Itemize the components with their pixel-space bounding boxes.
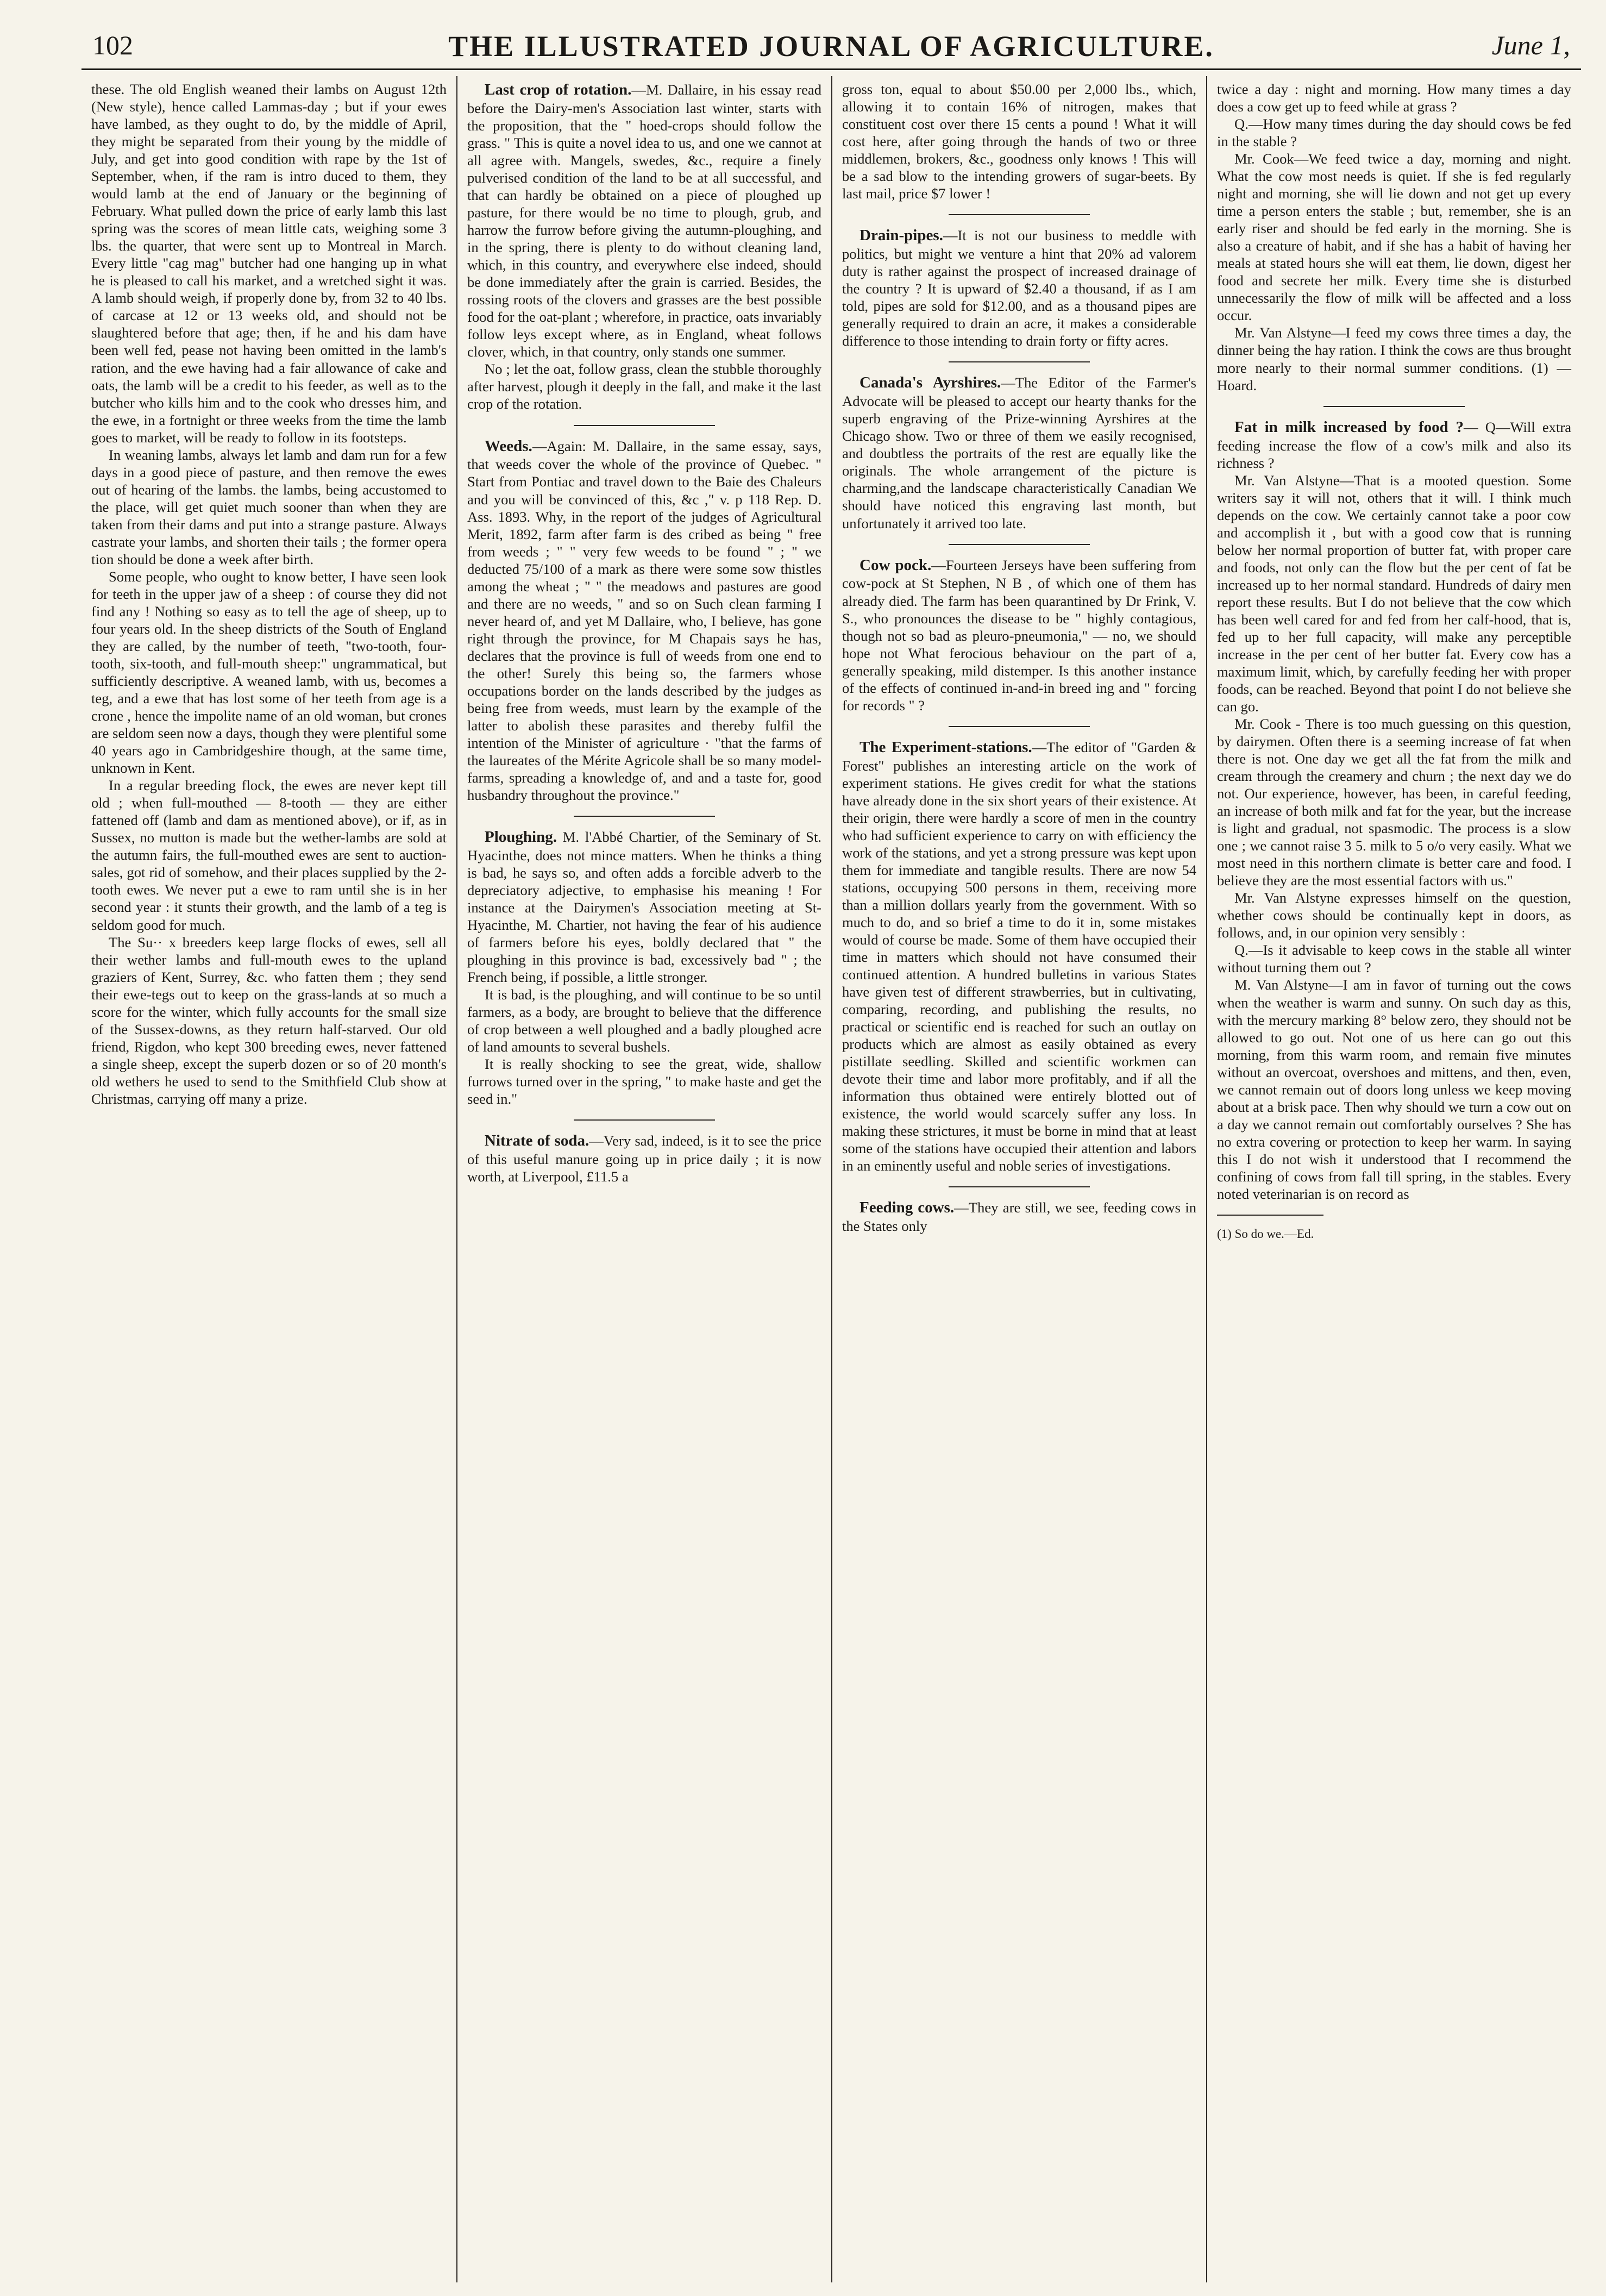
heading-ayrshires: Canada's Ayrshires. [860,374,1001,392]
paragraph: In a regular breeding flock, the ewes are never kept till old ; when full-mouthed — 8-tooth — they are either fattened off (lamb and dam as mentioned above), or if, as in Sussex, no mutton is made but the wether-lambs are sold at the autumn fairs, the full-mouthed ewes are sent to auction-sales, got rid of somehow, and their places supplied by the 2-tooth ewes. We never put a ewe to ram until she is in her second year : it stunts their growth, and the lamb of a teg is seldom good for much. [91,777,447,933]
paragraph: M. Van Alstyne—I am in favor of turning out the cows when the weather is warm and sunny. On such day as this, with the mercury marking 8° below zero, they should not be allowed to go out. Not one of us here can go out this morning, from this warm room, and remain five minutes without an overcoat, overshoes and mittens, and then, even, we cannot remain out of doors long unless we keep moving about at a brisk pace. Then why should we turn a cow out on a day we cannot remain out comfortably ourselves ? She has no extra covering or protection to keep her warm. In saying this I do not wish it understood that I recommend the confining of cows from fall till spring, in the stables. Every noted veterinarian is on record as [1217,977,1571,1202]
paragraph: M. l'Abbé Chartier, of the Seminary of St. Hyacinthe, does not mince matters. When he thinks a thing is bad, he says so, and often adds a forcible adverb to the depreciatory adjective, to emphasise his meaning ! For instance at the Dairymen's Association meeting at St-Hyacinthe, M. Chartier, not having the fear of his audience of farmers before his eyes, boldly declared that " the ploughing in this province is bad, excessively bad " ; the French being, if possible, a little stronger. [467,829,821,986]
paragraph: gross ton, equal to about $50.00 per 2,000 lbs., which, allowing it to contain 16% of nitrogen, makes that constituent cost over there 15 cents a pound ! What it will cost here, after going through the hands of two or three middlemen, brokers, &c., goodness only knows ! This will be a sad blow to the intending growers of sugar-beets. By last mail, price $7 lower ! [842,81,1196,202]
paragraph: Mr. Cook—We feed twice a day, morning and night. What the cow most needs is quiet. If she is fed regularly night and morning, she will lie down and not get up every time a person enters the stable ; but, remember, she is an early riser and should be fed early in the morning. She is also a creature of habit, and if she has a habit of having her meals at stated hours she will eat them, lie down, digest her food and secrete her milk. Every time she is disturbed unnecessarily the flow of milk will be affected and a loss occur. [1217,151,1571,324]
page-number: 102 [92,30,133,60]
paragraph: —M. Dallaire, in his essay read before the Dairy-men's Association last winter, starts with the proposition, that the " hoed-crops should follow the grass. " This is quite a novel idea to us, and one we cannot at all agree with. Mangels, swedes, &c., require a finely pulverised condition of the land to be at all successful, and that can hardly be obtained on a piece of ploughed up pasture, for there would be no time to plough, grub, and harrow the furrow before giving the autumn-ploughing, and in the spring, there is plenty to do without cleaning land, which, in this country, and everywhere else indeed, should be done immediately after the grain is carried. Besides, the rossing roots of the clovers and grasses are the best possible food for the oat-plant ; wherefore, in practice, oats invariably follow leys except where, as in England, wheat follows clover, which, in that country, only stands one summer. [467,82,822,360]
heading-cow-pock: Cow pock. [860,556,932,574]
paragraph: Q.—How many times during the day should cows be fed in the stable ? [1217,116,1571,150]
paragraph: twice a day : night and morning. How many times a day does a cow get up to feed while at grass ? [1217,81,1571,115]
heading-weeds: Weeds. [485,437,532,455]
column-2 [456,76,831,2282]
issue-date: June 1, [1491,30,1570,60]
paragraph: It is really shocking to see the great, wide, shallow furrows turned over in the spring, " to make haste and get the seed in." [467,1056,821,1108]
paragraph: Mr. Cook - There is too much guessing on this question, by dairymen. Often there is a seeming increase of fat when there is not. One day we get all the fat from the milk and cream through the creamery and churn ; the next day we do not. Our experience, however, has been, in careful feeding, an increase of both milk and fat for the year, but the increase is light and gradual, not spasmodic. The process is a slow one ; we cannot raise 3 5. milk to 5 o/o very easily. What we most need in this northern climate is better care and food. I believe they are the most essential factors with us." [1217,716,1571,889]
paragraph: these. The old English weaned their lambs on August 12th (New style), hence called Lammas-day ; but if your ewes have lambed, as they ought to do, by the middle of April, they might be separated from their young by the middle of July, and get into good condition with rape by the 1st of September, when, if the ram is intro duced to them, they would lamb at the end of January or the beginning of February. What pulled down the price of early lamb this last spring was the scores of mean little cats, weighing some 3 lbs. the quarter, that were sent up to Montreal in March. Every little "cag mag" butcher had one hanging up in what he is pleased to call his market, and a wretched sight it was. A lamb should weigh, if properly done by, from 32 to 40 lbs. of carcase at 12 or 13 weeks old, and should not be slaughtered before that age; then, if he and his dam have been well fed, pease not having been omitted in the lamb's ration, and the ewe having had a fair allowance of cake and oats, the lamb will be a credit to his feeder, as well as to the butcher who kills him and to the cook who dresses him, and the ewe, in a fortnight or three weeks from the time the lamb goes to market, will be ready to follow in its footsteps. [91,81,447,446]
article-experiment-stations [842,738,1196,1175]
paragraph: Some people, who ought to know better, I have seen look for teeth in the upper jaw of a sheep : of course they did not find any ! Nothing so easy as to tell the age of sheep, up to four years old. In the sheep districts of the South of England they are called, by the number of teeth, "two-tooth, four-tooth, six-tooth, and full-mouth sheep:" ungrammatical, but sufficiently descriptive. A weaned lamb, with us, becomes a teg, and a ewe that has lost some of her teeth from age is a crone , hence the impolite name of an old woman, but crones are seldom seen now a days, though they were plentiful some 40 years ago in Cambridgeshire though, at the same time, unknown in Kent. [91,568,447,777]
paragraph: — Q—Will extra feeding increase the flow of a cow's milk and also its richness ? [1217,418,1571,471]
paragraph: Mr. Van Alstyne—That is a mooted question. Some writers say it will not, others that it will. I think much depends on the cow. We certainly cannot take a poor cow and accomplish it , but with a good cow that is running below her normal proportion of butter fat, with proper care and foods, not only can the flow but the per cent of fat be increased up to her normal standard. Hundreds of dairy men report these results. But I do not believe that the cow which has been well cared for and fed from her calf-hood, that is, fed up to her full capacity, will make any perceptible increase in the per cent of her butter fat. Every cow has a maximum limit, which, by carefully feeding her with proper foods, can be reached. Beyond that point I do not believe she can go. [1217,472,1571,715]
divider [949,544,1090,545]
article-columns [81,76,1581,2282]
divider [1323,406,1465,407]
paragraph: —Very sad, indeed, is it to see the price of this useful manure going up in price daily ; it is now worth, at Liverpool, £11.5 a [467,1133,821,1185]
paragraph: —Fourteen Jerseys have been suffering from cow-pock at St Stephen, N B , of which one of them has already died. The farm has been quarantined by Dr Frink, V. S., who pronounces the disease to be " highly contagious, though not so bad as pleuro-pneumonia," — no, we should hope not What ferocious behaviour on the part of a, generally speaking, mild distemper. Is this another instance of the effects of continued in-and-in breed ing and " forcing for records " ? [842,556,1196,714]
divider [574,425,716,426]
paragraph: —The editor of "Garden & Forest" publishes an interesting article on the work of experiment stations. He gives credit for what the stations have already done in the six short years of their existence. At their origin, there were hardly a score of men in the country who had sufficient experience to carry on with efficiency the work of the stations, and yet a strong pressure was kept upon them for immediate and tangible results. There are now 54 stations, occupying 500 persons in them, receiving more than a million dollars yearly from the government. With so much to do, and so brief a time to do it in, some mistakes would of course be made. Some of them have occupied their time in matters which should not have consumed their continued attention. A hundred bulletins in various States have given test of different strawberries, but in cultivating, comparing, recording, and publishing the results, no practical or scientific end is reached for such an outlay on products which are almost as easily obtained as every pistillate seedling. Skilled and scientific workmen can devote their time and labor more profitably, and if all the information thus obtained were entirely blotted out of existence, the world would scarcely suffer any loss. In making these strictures, it must be borne in mind that at least some of the stations have occupied their attention and labors in an eminently useful and noble series of investigations. [842,739,1196,1174]
divider [949,361,1090,362]
paragraph: In weaning lambs, always let lamb and dam run for a few days in a good piece of pasture, and then remove the ewes out of hearing of the lambs. the lambs, being accustomed to the place, will get quiet much sooner than when they are taken from their dams and put into a strange pasture. Always castrate your lambs, and shorten their tails ; the former opera tion should be done a week after birth. [91,446,447,567]
article-fat-in-milk [1217,418,1571,472]
article-cow-pock [842,556,1196,714]
divider [574,1119,716,1121]
paragraph: The Su·· x breeders keep large flocks of ewes, sell all their wether lambs and full-mouth ewes to the upland graziers of Kent, Surrey, &c. who fatten them ; they send their ewe-tegs out to keep on the grass-lands at so much a score for the winter, which fully accounts for the small size of the Sussex-downs, as they return half-starved. Our old friend, Rigdon, who kept 300 breeding ewes, never fattened a single sheep, except the superb dozen or so of 20 month's old wethers he used to send to the Smithfield Club show at Christmas, carrying off many a prize. [91,934,447,1107]
heading-drain-pipes: Drain-pipes. [860,227,943,245]
paragraph: No ; let the oat, follow grass, clean the stubble thoroughly after harvest, plough it deeply in the fall, and make it the last crop of the rotation. [467,361,821,412]
column-4 [1206,76,1581,2282]
article-last-crop [467,80,821,360]
divider [949,726,1090,727]
column-1 [81,76,456,2282]
paragraph: —The Editor of the Farmer's Advocate will be pleased to accept our hearty thanks for the superb engraving of the Prize-winning Ayrshires at the Chicago show. Two or three of them we easily recognised, and doubtless the portraits of the rest are equally like the originals. The whole arrangement of the picture is charming,and the landscape characteristically Canadian We should have noticed this engraving last month, but unfortunately it arrived too late. [842,374,1196,531]
divider [949,214,1090,215]
paragraph: —It is not our business to meddle with politics, but might we venture a hint that 20% ad valorem duty is rather against the prospect of increased drainage of the country ? It is upward of $2.40 a thousand, if as I am told, pipes are sold for $12.00, and as a thousand pipes are generally required to drain an acre, it makes a considerable difference to those intending to drain forty or fifty acres. [842,227,1196,349]
divider [1217,1215,1323,1216]
paragraph: Mr. Van Alstyne—I feed my cows three times a day, the dinner being the hay ration. I think the cows are thus brought more nearly to their normal summer conditions. (1) —Hoard. [1217,324,1571,393]
paragraph: Q.—Is it advisable to keep cows in the stable all winter without turning them out ? [1217,942,1571,976]
heading-nitrate: Nitrate of soda. [485,1132,589,1150]
journal-title: THE ILLUSTRATED JOURNAL OF AGRICULTURE. [448,30,1214,62]
footnote: (1) So do we.—Ed. [1217,1227,1314,1241]
article-nitrate [467,1131,821,1185]
article-ploughing [467,828,821,986]
paragraph: It is bad, is the ploughing, and will continue to be so until farmers, as a body, are brought to believe that the difference of crop between a well ploughed and a badly ploughed acre of land amounts to several bushels. [467,986,821,1055]
heading-ploughing: Ploughing. [485,828,557,846]
column-3 [831,76,1206,2282]
page-header [81,25,1581,70]
heading-feeding-cows: Feeding cows. [860,1199,955,1217]
article-ayrshires [842,373,1196,531]
divider [574,816,716,817]
paragraph: —They are still, we see, feeding cows in the States only [842,1199,1196,1235]
article-weeds [467,437,821,804]
paragraph: —Again: M. Dallaire, in the same essay, says, that weeds cover the whole of the province of Quebec. " Start from Pontiac and travel down to the Baie des Chaleurs and you will be convinced of this, &c ," v. p 118 Rep. D. Ass. 1893. Why, in the report of the judges of Agricultural Merit, 1892, farm after farm is des cribed as being " free from weeds ; " " very few weeds to be found " ; " we deducted 75/100 of a mark as there were some sow thistles among the wheat ; " " the meadows and pastures are good and there are no weeds, " and so on Such clean farming I never heard of, and yet M Dallaire, who, I believe, has gone right through the province, for M Chapais says he has, declares that the province is full of weeds from one end to the other! Surely this being so, the farmers whose occupations border on the lands described by the judges as being free from weeds, must learn by the example of the latter to abolish these parasites and thereby fulfil the intention of the Minister of agriculture · "that the farms of the laureates of the Mérite Agricole shall be so many model-farms, spreading a knowledge of, and and a taste for, good husbandry throughout the province." [467,437,821,804]
heading-experiment-stations: The Experiment-stations. [860,738,1032,756]
heading-fat-in-milk: Fat in milk increased by food ? [1234,418,1464,436]
article-feeding-cows [842,1198,1196,1235]
paragraph: Mr. Van Alstyne expresses himself on the question, whether cows should be continually kept in doors, as follows, and, in our opinion very sensibly : [1217,890,1571,941]
heading-last-crop: Last crop of rotation. [485,81,632,98]
divider [949,1186,1090,1187]
article-drain-pipes [842,226,1196,349]
